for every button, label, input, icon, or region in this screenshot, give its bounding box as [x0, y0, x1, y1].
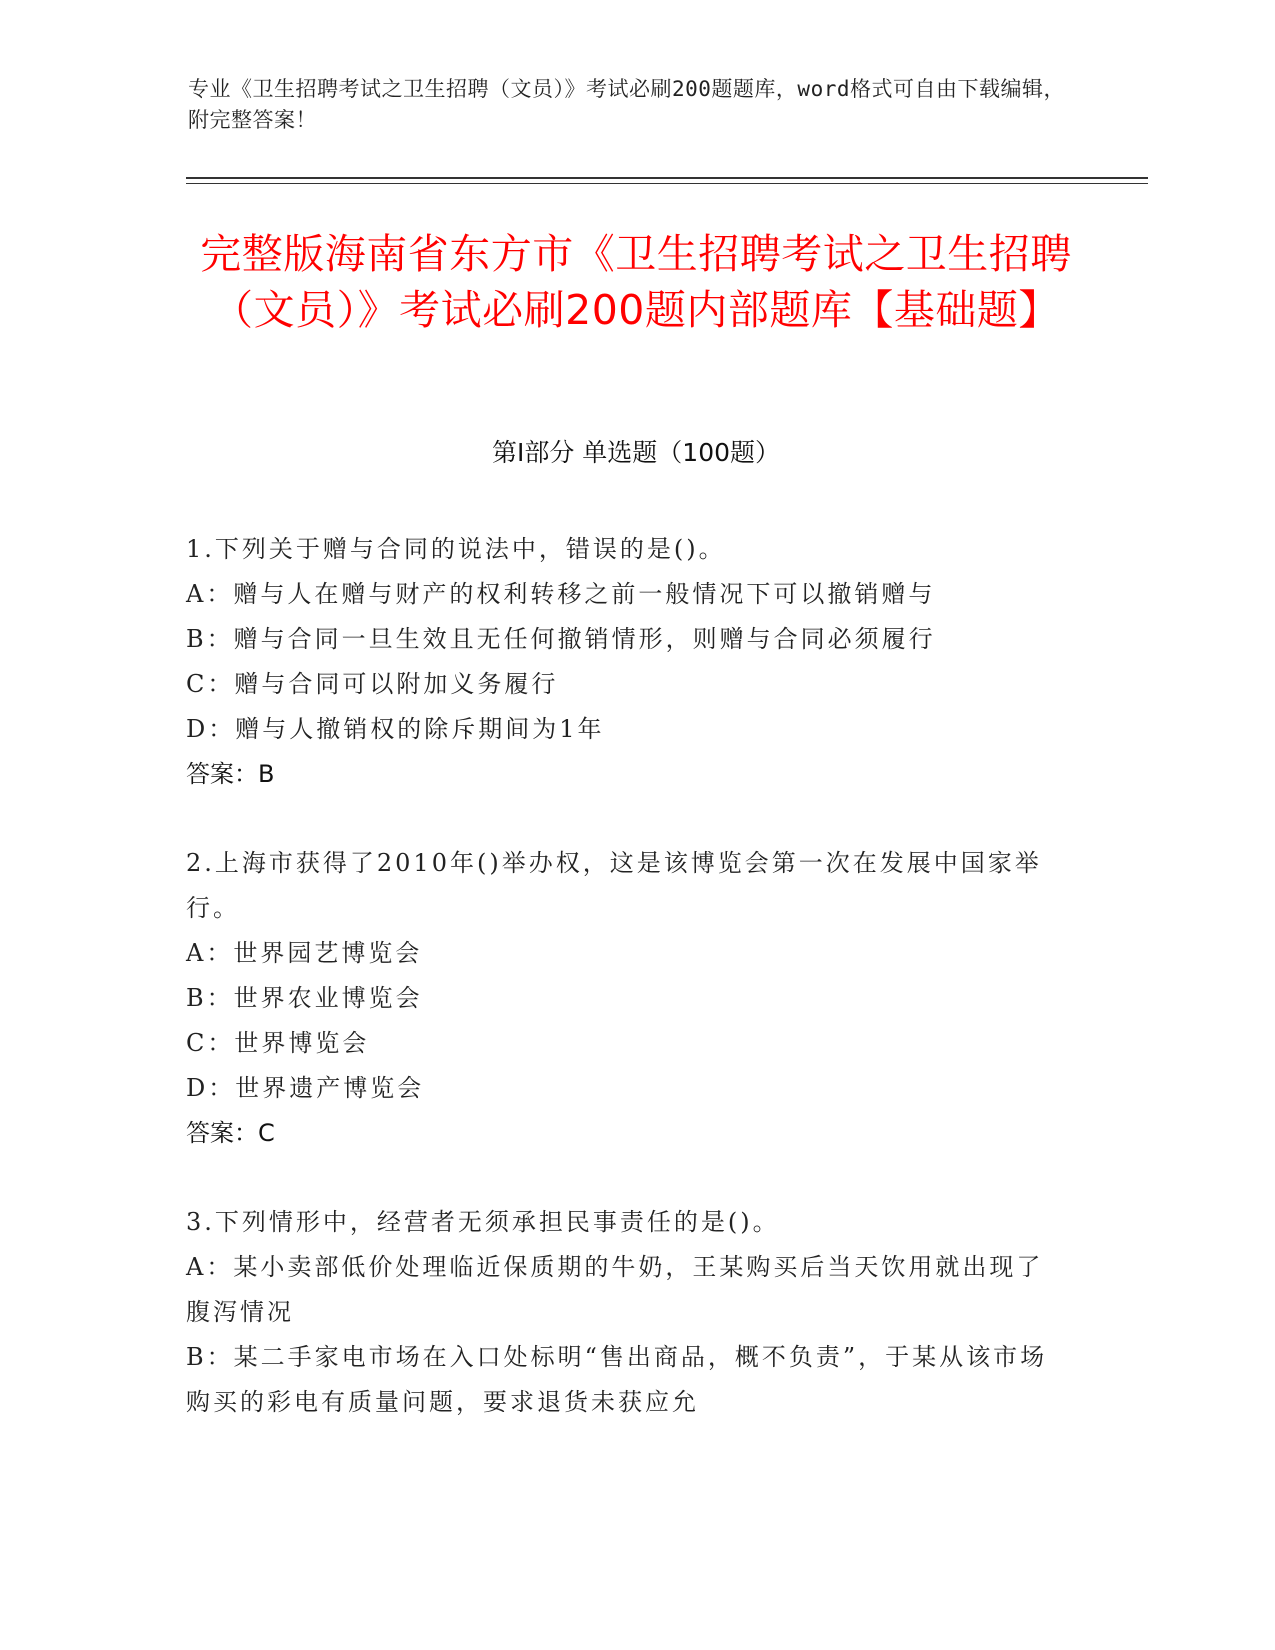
option-a: A：某小卖部低价处理临近保质期的牛奶，王某购买后当天饮用就出现了腹泻情况 — [186, 1253, 1044, 1326]
option-a: A：世界园艺博览会 — [186, 939, 423, 967]
section-title: 第Ⅰ部分 单选题（100题） — [491, 438, 781, 467]
document-title: 完整版海南省东方市《卫生招聘考试之卫生招聘（文员）》考试必刷200题内部题库【基础题】 — [200, 230, 1072, 334]
option-b: B：世界农业博览会 — [186, 984, 423, 1012]
header-divider-thin — [186, 183, 1148, 184]
option-c: C：赠与合同可以附加义务履行 — [186, 670, 559, 698]
question-2 — [186, 841, 1066, 1156]
option-b: B：某二手家电市场在入口处标明“售出商品，概不负责”，于某从该市场购买的彩电有质量问题，要求退货未获应允 — [186, 1343, 1048, 1416]
header-note: 专业《卫生招聘考试之卫生招聘（文员）》考试必刷200题题库，word格式可自由下载编辑，附完整答案！ — [188, 77, 1065, 132]
question-stem: 1.下列关于赠与合同的说法中，错误的是()。 — [186, 535, 726, 563]
question-stem: 2.上海市获得了2010年()举办权，这是该博览会第一次在发展中国家举行。 — [186, 849, 1042, 922]
option-b: B：赠与合同一旦生效且无任何撤销情形，则赠与合同必须履行 — [186, 625, 936, 653]
option-c: C：世界博览会 — [186, 1029, 370, 1057]
answer-label: 答案：B — [186, 760, 275, 788]
question-3 — [186, 1200, 1066, 1425]
header-divider-thick — [186, 177, 1148, 179]
answer-label: 答案：C — [186, 1119, 275, 1147]
option-a: A：赠与人在赠与财产的权利转移之前一般情况下可以撤销赠与 — [186, 580, 936, 608]
option-d: D：世界遗产博览会 — [186, 1074, 425, 1102]
question-1 — [186, 527, 1066, 797]
question-stem: 3.下列情形中，经营者无须承担民事责任的是()。 — [186, 1208, 780, 1236]
question-list — [186, 527, 1066, 1469]
option-d: D：赠与人撤销权的除斥期间为1年 — [186, 715, 605, 743]
